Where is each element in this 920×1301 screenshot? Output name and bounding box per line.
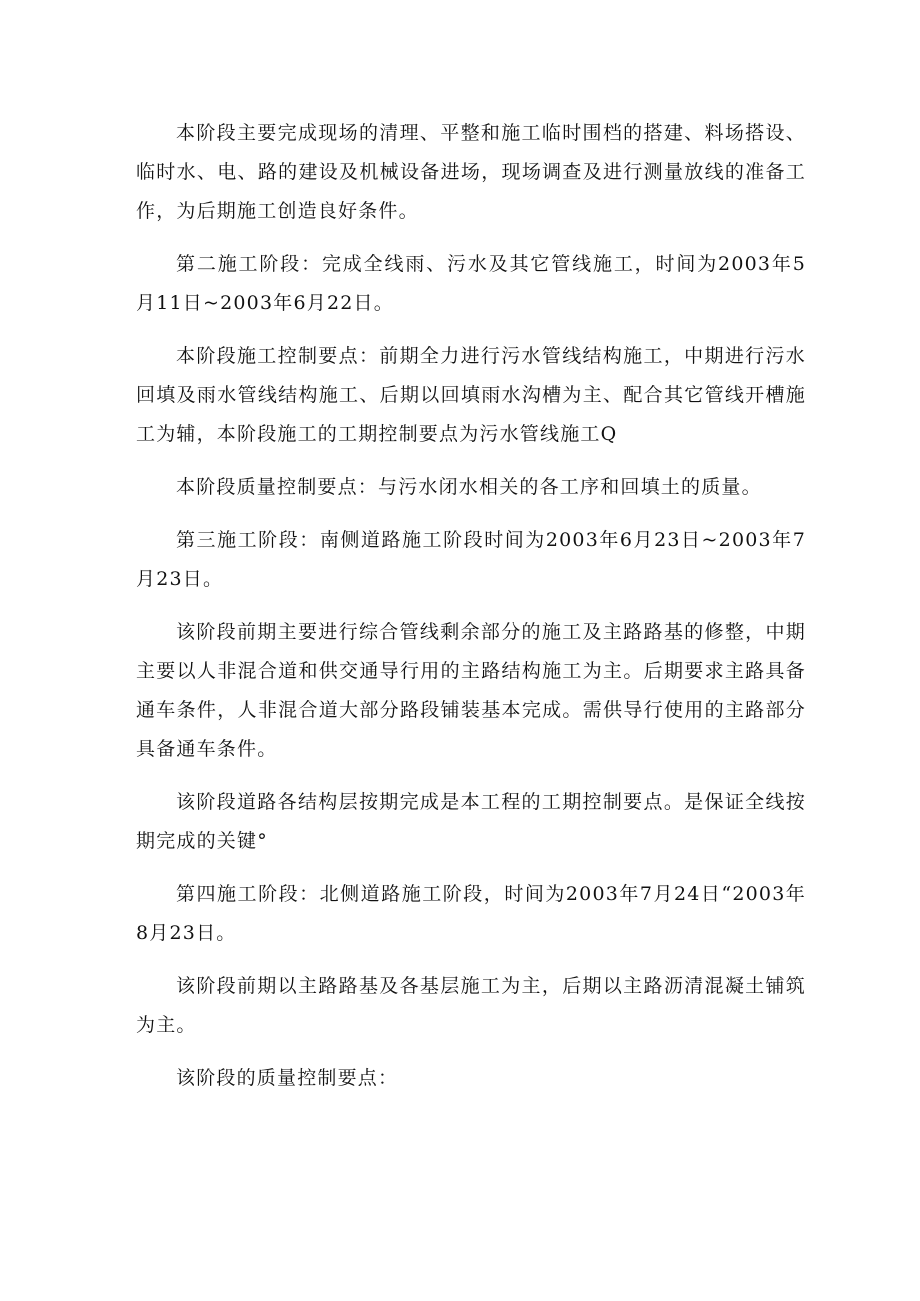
document-body: [136, 114, 806, 1112]
paragraph-3: 本阶段施工控制要点：前期全力进行污水管线结构施工，中期进行污水回填及雨水管线结构施工、后期以回填雨水沟槽为主、配合其它管线开槽施工为辅，本阶段施工的工期控制要点为污水管线施工Q: [136, 345, 806, 445]
paragraph-6: 该阶段前期主要进行综合管线剩余部分的施工及主路路基的修整，中期主要以人非混合道和供交通导行用的主路结构施工为主。后期要求主路具备通车条件，人非混合道大部分路段铺装基本完成。需供导行使用的主路部分具备通车条件。: [136, 621, 806, 760]
paragraph-2: 第二施工阶段：完成全线雨、污水及其它管线施工，时间为2003年5月11日~2003年6月22日。: [136, 253, 806, 314]
paragraph-7: 该阶段道路各结构层按期完成是本工程的工期控制要点。是保证全线按期完成的关键°: [136, 791, 806, 852]
paragraph-8: 第四施工阶段：北侧道路施工阶段，时间为2003年7月24日“2003年8月23日。: [136, 883, 806, 944]
paragraph-10: 该阶段的质量控制要点：: [176, 1067, 399, 1089]
paragraph-9: 该阶段前期以主路路基及各基层施工为主，后期以主路沥清混凝土铺筑为主。: [136, 975, 806, 1036]
paragraph-5: 第三施工阶段：南侧道路施工阶段时间为2003年6月23日~2003年7月23日。: [136, 529, 806, 590]
paragraph-4: 本阶段质量控制要点：与污水闭水相关的各工序和回填土的质量。: [176, 476, 762, 498]
paragraph-1: 本阶段主要完成现场的清理、平整和施工临时围档的搭建、料场搭设、临时水、电、路的建设及机械设备进场，现场调查及进行测量放线的准备工作，为后期施工创造良好条件。: [136, 122, 806, 222]
